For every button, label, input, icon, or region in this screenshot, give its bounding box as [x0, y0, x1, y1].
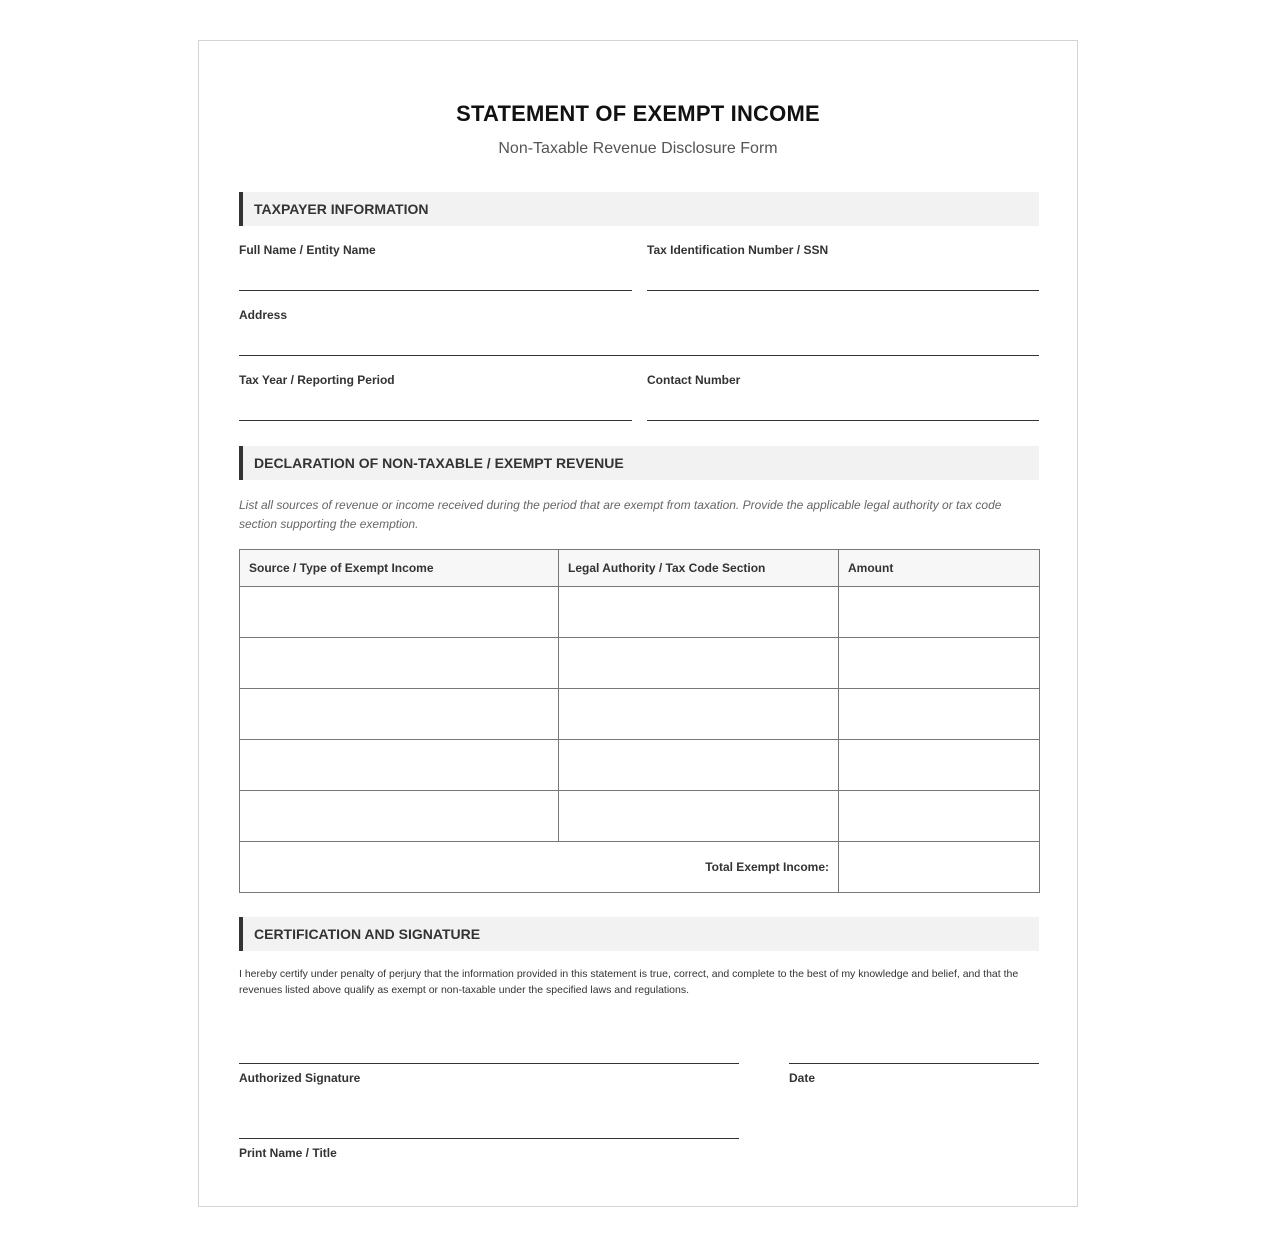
signature-line[interactable]	[239, 1063, 739, 1064]
form-subtitle: Non-Taxable Revenue Disclosure Form	[498, 140, 778, 157]
address-line	[239, 355, 1039, 356]
full-name-field[interactable]	[239, 243, 632, 291]
tin-field[interactable]	[647, 243, 1039, 291]
amount-cell[interactable]	[839, 587, 1040, 638]
total-row	[240, 842, 1040, 893]
section-header-certification: CERTIFICATION AND SIGNATURE	[239, 917, 1039, 951]
full-name-line	[239, 290, 632, 291]
tax-year-line	[239, 420, 632, 421]
table-row	[240, 791, 1040, 842]
section-header-taxpayer: TAXPAYER INFORMATION	[239, 192, 1039, 226]
table-row	[240, 740, 1040, 791]
total-exempt-income-cell[interactable]	[839, 842, 1040, 893]
column-header-legal-authority: Legal Authority / Tax Code Section	[559, 550, 839, 587]
legal-authority-cell[interactable]	[559, 791, 839, 842]
table-row	[240, 689, 1040, 740]
column-header-amount: Amount	[839, 550, 1040, 587]
table-row	[240, 587, 1040, 638]
legal-authority-cell[interactable]	[559, 740, 839, 791]
contact-number-label: Contact Number	[647, 373, 741, 387]
date-line[interactable]	[789, 1063, 1039, 1064]
full-name-label: Full Name / Entity Name	[239, 243, 376, 257]
tax-year-label: Tax Year / Reporting Period	[239, 373, 395, 387]
amount-cell[interactable]	[839, 740, 1040, 791]
print-name-label: Print Name / Title	[239, 1146, 337, 1160]
section-header-declaration: DECLARATION OF NON-TAXABLE / EXEMPT REVENUE	[239, 446, 1039, 480]
declaration-instructions: List all sources of revenue or income received during the period that are exempt from taxation. Provide the applicable legal authority or tax code section supporting the exemption.	[239, 498, 1002, 531]
legal-authority-cell[interactable]	[559, 587, 839, 638]
signature-label: Authorized Signature	[239, 1071, 361, 1085]
legal-authority-cell[interactable]	[559, 638, 839, 689]
address-label: Address	[239, 308, 288, 322]
date-label: Date	[789, 1071, 816, 1085]
source-cell[interactable]	[240, 587, 559, 638]
tax-year-field[interactable]	[239, 373, 632, 421]
table-header-row	[240, 550, 1040, 587]
form-title: STATEMENT OF EXEMPT INCOME	[456, 101, 820, 126]
form-page	[198, 40, 1078, 1207]
contact-number-field[interactable]	[647, 373, 1039, 421]
print-name-line[interactable]	[239, 1138, 739, 1139]
source-cell[interactable]	[240, 740, 559, 791]
exempt-income-table	[239, 549, 1040, 893]
certification-text: I hereby certify under penalty of perjury that the information provided in this statement is true, correct, and complete to the best of my knowledge and belief, and that the revenues listed above qualify as exempt or non-taxable under the specified laws and regulations.	[239, 968, 1019, 996]
source-cell[interactable]	[240, 638, 559, 689]
amount-cell[interactable]	[839, 638, 1040, 689]
tin-line	[647, 290, 1039, 291]
contact-number-line	[647, 420, 1039, 421]
table-row	[240, 638, 1040, 689]
source-cell[interactable]	[240, 689, 559, 740]
tin-label: Tax Identification Number / SSN	[647, 243, 829, 257]
total-exempt-income-label: Total Exempt Income:	[240, 842, 839, 893]
address-field[interactable]	[239, 308, 1039, 356]
column-header-source: Source / Type of Exempt Income	[240, 550, 559, 587]
amount-cell[interactable]	[839, 791, 1040, 842]
source-cell[interactable]	[240, 791, 559, 842]
legal-authority-cell[interactable]	[559, 689, 839, 740]
amount-cell[interactable]	[839, 689, 1040, 740]
